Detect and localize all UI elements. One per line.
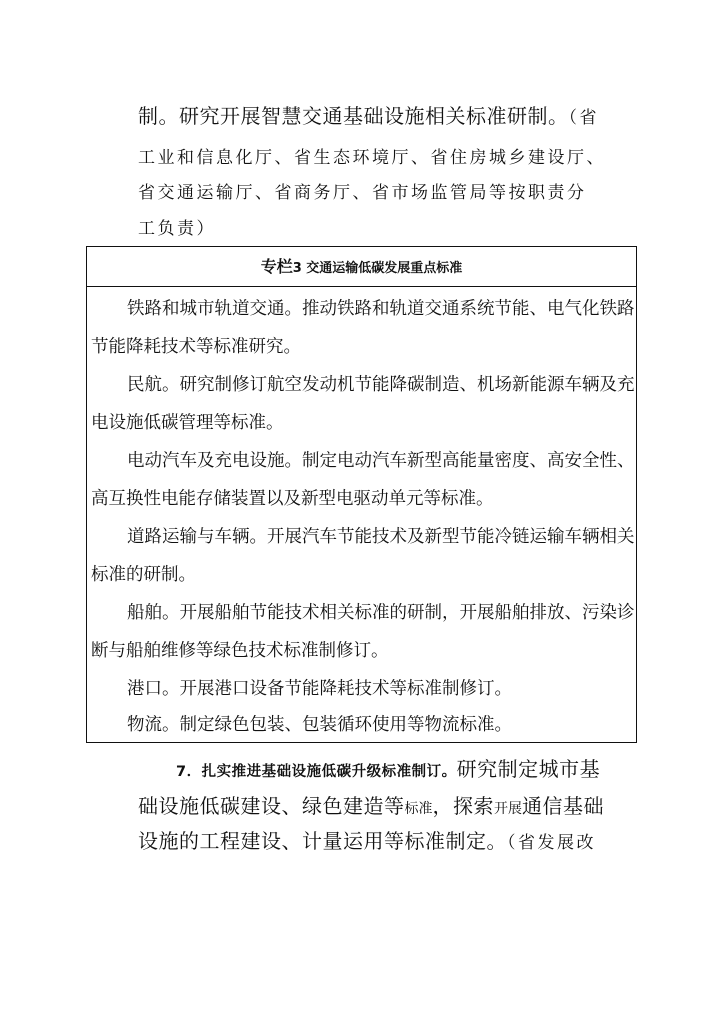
paragraph-text: 研究制定城市基 bbox=[456, 757, 601, 781]
paragraph-line: 工负责） bbox=[138, 219, 216, 239]
paragraph-text: 开展 bbox=[494, 801, 522, 817]
column-line: 标准的研制。 bbox=[91, 565, 196, 585]
paragraph-line: 工业和信息化厅、省生态环境厅、省住房城乡建设厅、 bbox=[138, 148, 606, 168]
column-line: 电设施低碳管理等标准。 bbox=[91, 413, 284, 433]
column-box bbox=[86, 246, 637, 743]
column-box-title bbox=[87, 247, 636, 287]
paragraph-line bbox=[138, 103, 599, 131]
column-line: 铁路和城市轨道交通。推动铁路和轨道交通系统节能、电气化铁路 bbox=[127, 299, 635, 319]
column-line: 道路运输与车辆。开展汽车节能技术及新型节能冷链运输车辆相关 bbox=[127, 527, 635, 547]
paragraph-text: 制。研究开展智慧交通基础设施相关标准研制。 bbox=[138, 104, 569, 128]
paragraph-line bbox=[138, 828, 596, 856]
paragraph-line bbox=[138, 793, 604, 822]
paragraph-text: （省 bbox=[568, 108, 599, 128]
column-title-text: 3 交通运输低碳发展重点标准 bbox=[292, 261, 463, 276]
paragraph-line bbox=[176, 756, 600, 785]
column-line: 船舶。开展船舶节能技术相关标准的研制，开展船舶排放、污染诊 bbox=[127, 603, 635, 623]
column-line: 电动汽车及充电设施。制定电动汽车新型高能量密度、高安全性、 bbox=[127, 451, 635, 471]
paragraph-text: 通信基础 bbox=[522, 794, 604, 818]
column-line: 断与船舶维修等绿色技术标准制修订。 bbox=[91, 641, 389, 661]
column-line: 港口。开展港口设备节能降耗技术等标准制修订。 bbox=[127, 679, 512, 699]
paragraph-text: （省发展改 bbox=[507, 833, 596, 853]
column-line: 民航。研究制修订航空发动机节能降碳制造、机场新能源车辆及充 bbox=[127, 375, 635, 395]
column-line: 物流。制定绿色包装、包装循环使用等物流标准。 bbox=[127, 715, 512, 735]
column-title-prefix: 专栏 bbox=[260, 257, 293, 276]
column-line: 高互换性电能存储装置以及新型电驱动单元等标准。 bbox=[91, 489, 494, 509]
paragraph-text: 标准 bbox=[404, 801, 433, 817]
paragraph-text: 设施的工程建设、计量运用等标准制定。 bbox=[138, 829, 507, 853]
paragraph-text: ，探索 bbox=[432, 794, 494, 818]
paragraph-line: 省交通运输厅、省商务厅、省市场监管局等按职责分 bbox=[138, 183, 587, 203]
column-line: 节能降耗技术等标准研究。 bbox=[91, 337, 301, 357]
item-heading: 7．扎实推进基础设施低碳升级标准制订。 bbox=[176, 764, 457, 780]
paragraph-text: 础设施低碳建设、绿色建造等 bbox=[138, 794, 405, 818]
